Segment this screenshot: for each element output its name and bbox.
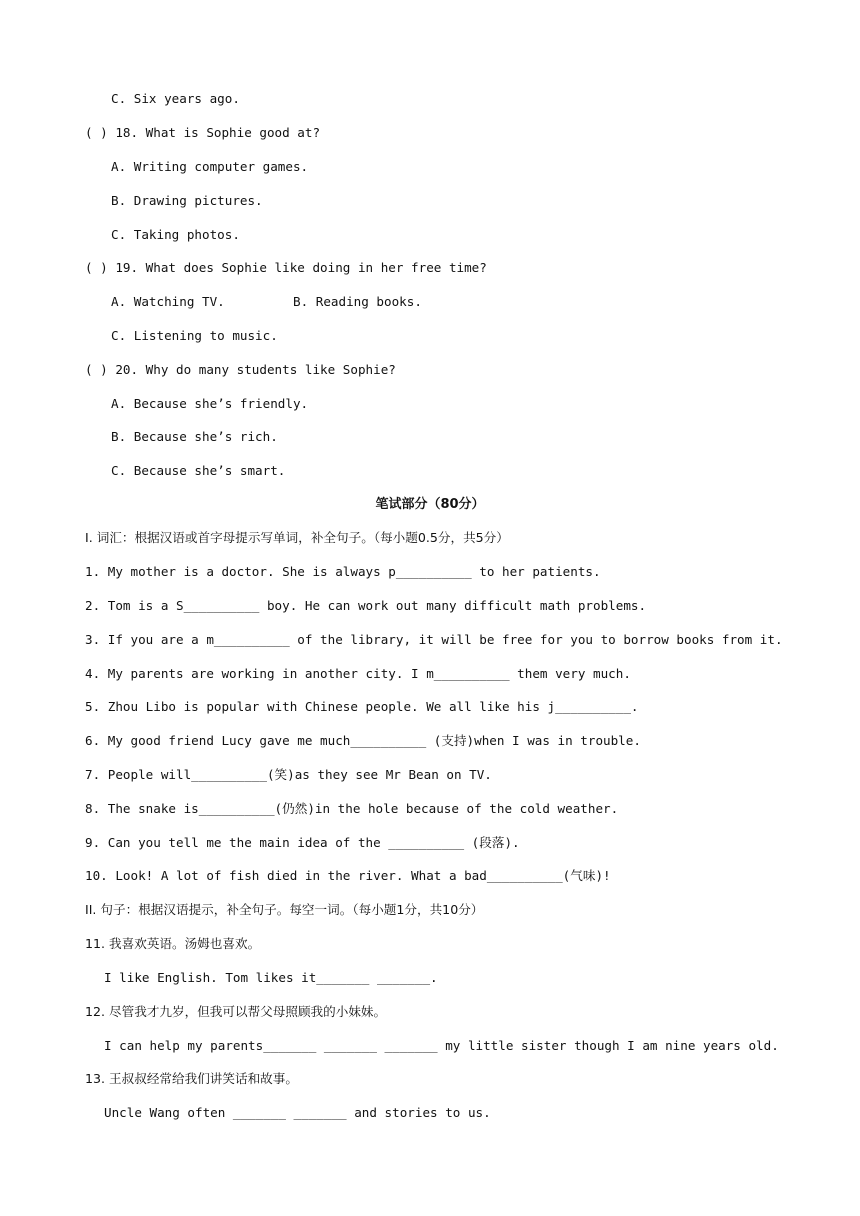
vocab-item-10: 10. Look! A lot of fish died in the river. What a bad__________(气味)!	[85, 868, 611, 883]
q12-english: I can help my parents_______ _______ _______ my little sister though I am nine years old.	[104, 1038, 779, 1053]
q11-chinese: 11. 我喜欢英语。汤姆也喜欢。	[85, 936, 261, 951]
vocab-item-2: 2. Tom is a S__________ boy. He can work out many difficult math problems.	[85, 598, 647, 613]
vocab-item-6: 6. My good friend Lucy gave me much__________ (支持)when I was in trouble.	[85, 733, 641, 748]
sentences-instruction: II. 句子：根据汉语提示，补全句子。每空一词。（每小题1分，共10分）	[85, 902, 484, 917]
vocab-item-1: 1. My mother is a doctor. She is always p__________ to her patients.	[85, 564, 601, 579]
vocab-item-4: 4. My parents are working in another city. I m__________ them very much.	[85, 666, 631, 681]
q20-option-a: A. Because she’s friendly.	[111, 396, 309, 411]
q19-option-c: C. Listening to music.	[111, 328, 278, 343]
q20-option-b: B. Because she’s rich.	[111, 429, 278, 444]
q18-option-c: C. Taking photos.	[111, 227, 240, 242]
q18-option-b: B. Drawing pictures.	[111, 193, 263, 208]
q19-stem: ( ) 19. What does Sophie like doing in her free time?	[85, 260, 487, 275]
q20-stem: ( ) 20. Why do many students like Sophie?	[85, 362, 396, 377]
vocab-item-9: 9. Can you tell me the main idea of the __________ (段落).	[85, 835, 520, 850]
q13-english: Uncle Wang often _______ _______ and stories to us.	[104, 1105, 491, 1120]
q19-option-b: B. Reading books.	[293, 294, 422, 309]
vocab-item-8: 8. The snake is__________(仍然)in the hole because of the cold weather.	[85, 801, 619, 816]
written-section-title: 笔试部分（80分）	[375, 497, 485, 512]
q18-stem: ( ) 18. What is Sophie good at?	[85, 125, 321, 140]
q13-chinese: 13. 王叔叔经常给我们讲笑话和故事。	[85, 1071, 298, 1086]
q17-option-c: C. Six years ago.	[111, 91, 240, 106]
vocab-item-7: 7. People will__________(笑)as they see Mr Bean on TV.	[85, 767, 492, 782]
q19-option-a: A. Watching TV.	[111, 294, 225, 309]
vocab-item-5: 5. Zhou Libo is popular with Chinese people. We all like his j__________.	[85, 699, 639, 714]
q11-english: I like English. Tom likes it_______ _______.	[104, 970, 438, 985]
q18-option-a: A. Writing computer games.	[111, 159, 309, 174]
vocab-item-3: 3. If you are a m__________ of the library, it will be free for you to borrow books from it.	[85, 632, 783, 647]
q20-option-c: C. Because she’s smart.	[111, 463, 286, 478]
q12-chinese: 12. 尽管我才九岁，但我可以帮父母照顾我的小妹妹。	[85, 1004, 387, 1019]
vocab-instruction: I. 词汇：根据汉语或首字母提示写单词，补全句子。（每小题0.5分，共5分）	[85, 530, 509, 545]
